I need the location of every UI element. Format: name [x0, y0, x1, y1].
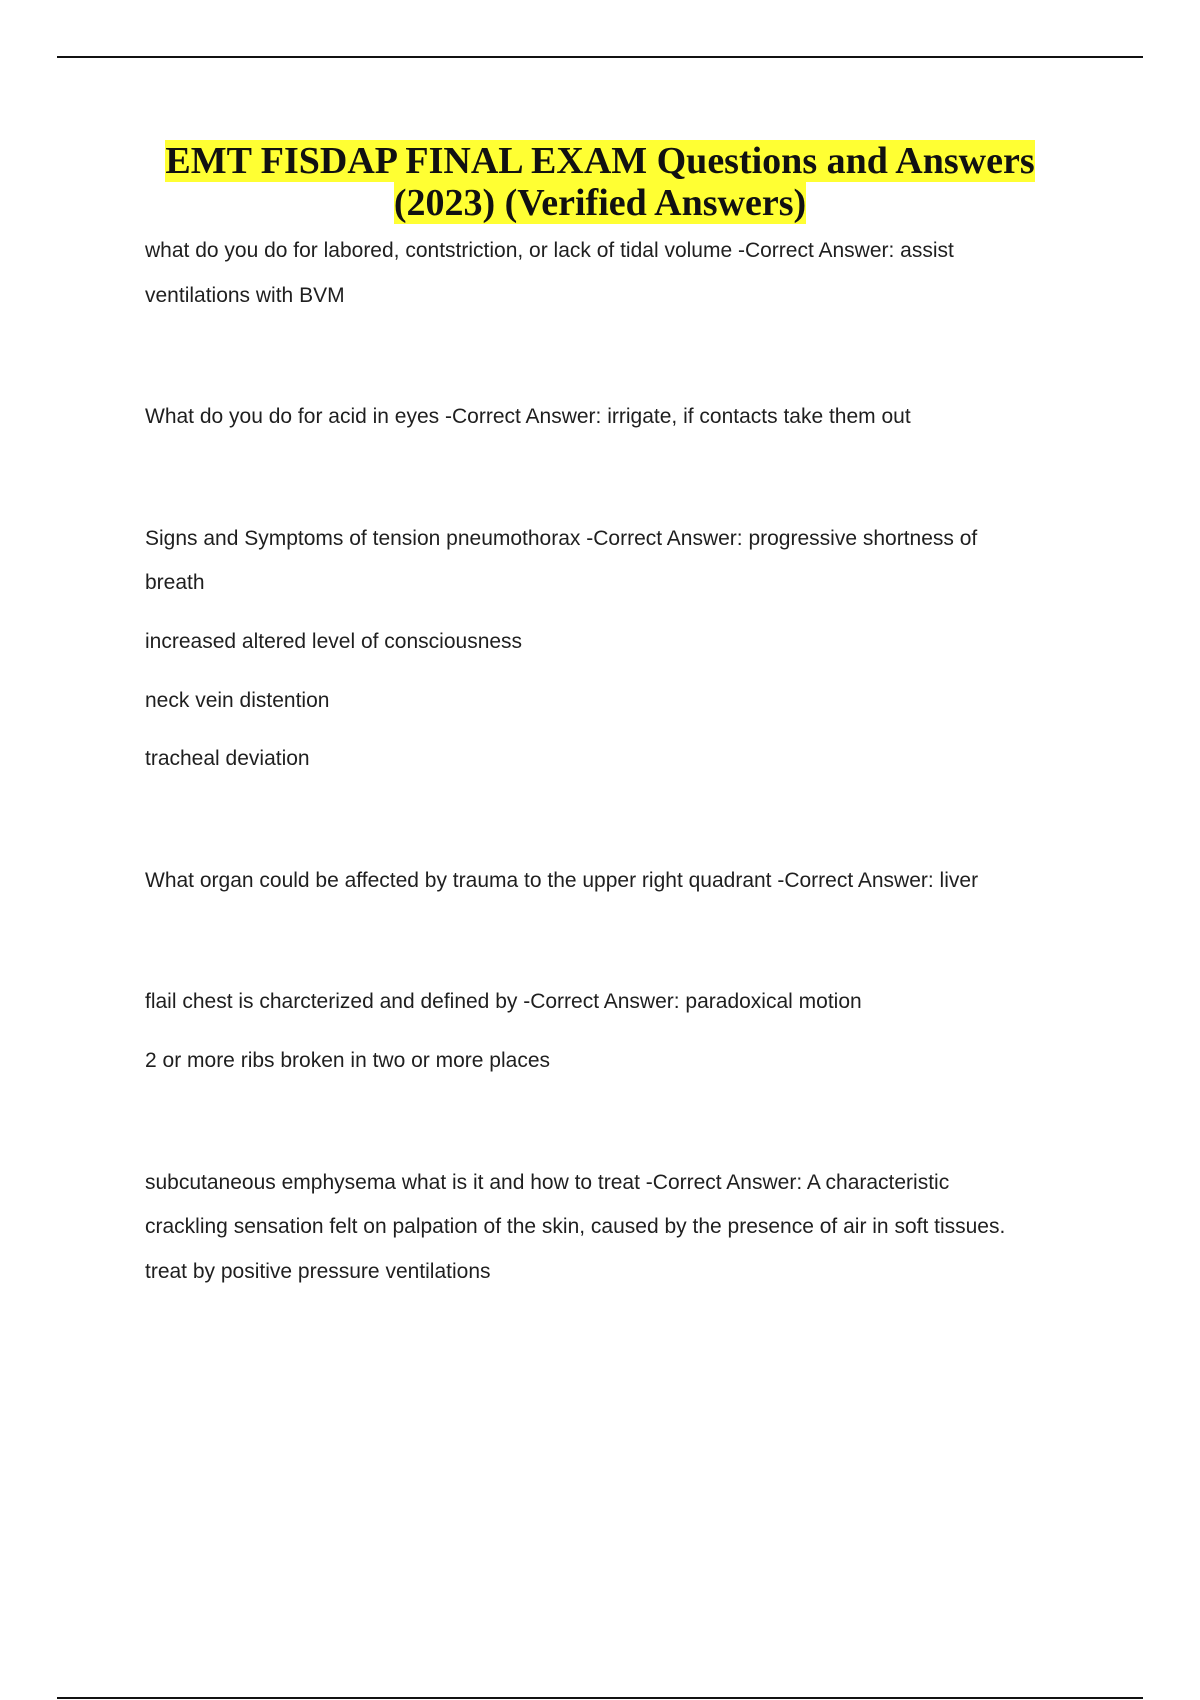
qa-3-line-5: tracheal deviation	[145, 747, 310, 771]
qa-3-line-1: Signs and Symptoms of tension pneumothorax -Correct Answer: progressive shortness of	[145, 526, 978, 550]
qa-6-line-2: crackling sensation felt on palpation of the skin, caused by the presence of air in soft tissues.	[145, 1215, 1006, 1239]
qa-3-line-2: breath	[145, 571, 205, 595]
qa-3-line-4: neck vein distention	[145, 688, 330, 712]
qa-4-line-1: What organ could be affected by trauma to the upper right quadrant -Correct Answer: liver	[145, 868, 979, 892]
title-line-2: (2023) (Verified Answers)	[393, 182, 807, 224]
qa-1-line-2: ventilations with BVM	[145, 283, 345, 307]
qa-2-line-1: What do you do for acid in eyes -Correct Answer: irrigate, if contacts take them out	[145, 405, 911, 429]
qa-6-line-3: treat by positive pressure ventilations	[145, 1259, 491, 1283]
title-line-1: EMT FISDAP FINAL EXAM Questions and Answers	[165, 140, 1035, 182]
document-title	[57, 140, 1143, 224]
qa-3-line-3: increased altered level of consciousness	[145, 629, 523, 653]
qa-content	[145, 229, 1085, 1294]
qa-1-line-1: what do you do for labored, contstriction, or lack of tidal volume -Correct Answer: assist	[145, 239, 954, 262]
qa-5-line-2: 2 or more ribs broken in two or more places	[145, 1048, 550, 1072]
bottom-divider	[57, 1697, 1143, 1699]
qa-6-line-1: subcutaneous emphysema what is it and how to treat -Correct Answer: A characteristic	[145, 1170, 950, 1194]
top-divider	[57, 56, 1143, 58]
qa-5-line-1: flail chest is charcterized and defined by -Correct Answer: paradoxical motion	[145, 990, 862, 1014]
